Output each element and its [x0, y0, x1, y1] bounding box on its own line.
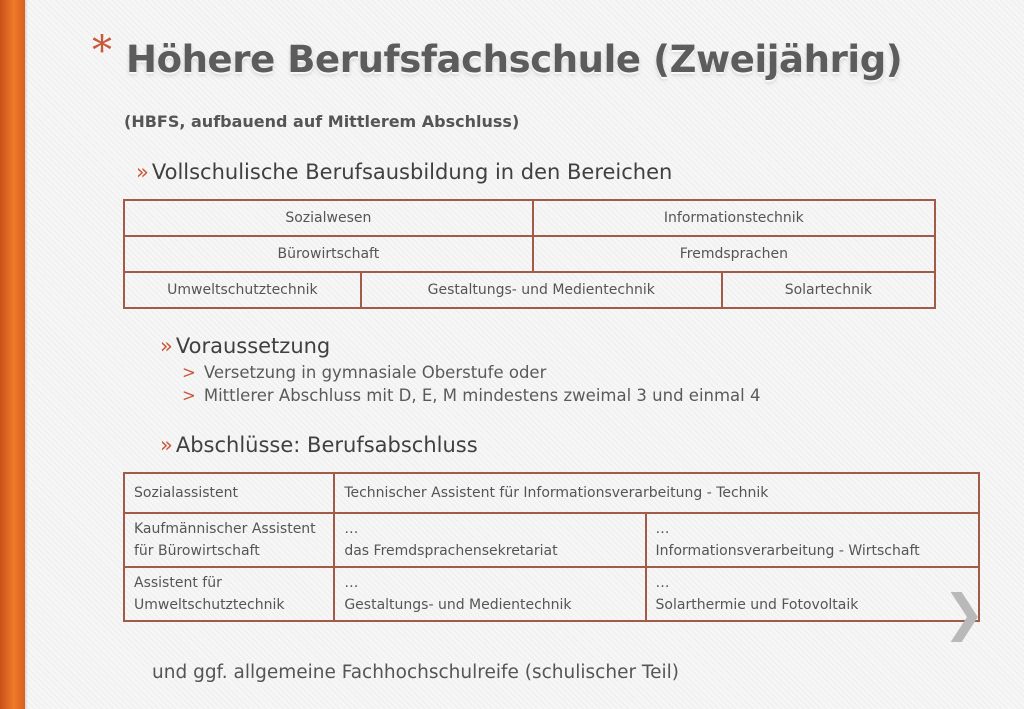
closing-note: und ggf. allgemeine Fachhochschulreife (schulischer Teil)	[152, 662, 679, 683]
table-cell	[334, 567, 645, 621]
section-heading-abschluesse	[160, 433, 478, 457]
table-cell	[646, 567, 979, 621]
bullet-marker: »	[160, 334, 173, 358]
table-cell: Technischer Assistent für Informationsverarbeitung - Technik	[334, 473, 979, 513]
table-row	[124, 513, 979, 567]
table-cell: Solartechnik	[722, 272, 935, 308]
section-heading-text: Abschlüsse: Berufsabschluss	[175, 433, 478, 457]
slide-title: Höhere Berufsfachschule (Zweijährig)	[126, 38, 903, 81]
section-heading-bereiche	[136, 160, 672, 184]
table-cell: Bürowirtschaft	[124, 236, 533, 272]
table-row	[124, 567, 979, 621]
table-cell: Gestaltungs- und Medientechnik	[361, 272, 722, 308]
table-row	[124, 272, 935, 308]
cell-line: Assistent für	[134, 575, 222, 591]
cell-line: Gestaltungs- und Medientechnik	[344, 597, 572, 613]
table-cell: Umweltschutztechnik	[124, 272, 361, 308]
table-cell	[646, 513, 979, 567]
title-asterisk: *	[92, 28, 112, 74]
requirement-text: Versetzung in gymnasiale Oberstufe oder	[203, 363, 547, 382]
cell-line: für Bürowirtschaft	[134, 543, 260, 559]
cell-line: Kaufmännischer Assistent	[134, 521, 316, 537]
table-cell: Fremdsprachen	[533, 236, 935, 272]
abschluesse-table	[123, 472, 980, 622]
table-cell: Informationstechnik	[533, 200, 935, 236]
requirement-text: Mittlerer Abschluss mit D, E, M mindestens zweimal 3 und einmal 4	[203, 386, 761, 405]
bullet-marker: »	[160, 433, 173, 457]
table-row	[124, 236, 935, 272]
bullet-marker: »	[136, 160, 149, 184]
sub-bullet-marker: >	[182, 386, 196, 405]
section-heading-text: Vollschulische Berufsausbildung in den Bereichen	[151, 160, 673, 184]
section-heading-text: Voraussetzung	[175, 334, 331, 358]
cell-line: Informationsverarbeitung - Wirtschaft	[655, 543, 920, 559]
cell-line: Umweltschutztechnik	[134, 597, 285, 613]
chevron-right-icon[interactable]: ❯	[943, 584, 985, 642]
orange-sidebar-bar	[0, 0, 25, 709]
table-row	[124, 200, 935, 236]
table-cell: Sozialassistent	[124, 473, 334, 513]
table-cell	[124, 567, 334, 621]
table-cell: Sozialwesen	[124, 200, 533, 236]
table-cell	[334, 513, 645, 567]
cell-line: …	[655, 575, 670, 591]
requirement-item	[182, 363, 546, 382]
table-row	[124, 473, 979, 513]
sub-bullet-marker: >	[182, 363, 196, 382]
table-cell	[124, 513, 334, 567]
cell-line: das Fremdsprachensekretariat	[344, 543, 558, 559]
section-heading-voraussetzung	[160, 334, 330, 358]
bereiche-table	[123, 199, 936, 309]
cell-line: …	[344, 575, 359, 591]
cell-line: …	[655, 521, 670, 537]
cell-line: Solarthermie und Fotovoltaik	[655, 597, 859, 613]
requirement-item	[182, 386, 761, 405]
slide-subtitle: (HBFS, aufbauend auf Mittlerem Abschluss)	[124, 112, 520, 131]
cell-line: …	[344, 521, 359, 537]
